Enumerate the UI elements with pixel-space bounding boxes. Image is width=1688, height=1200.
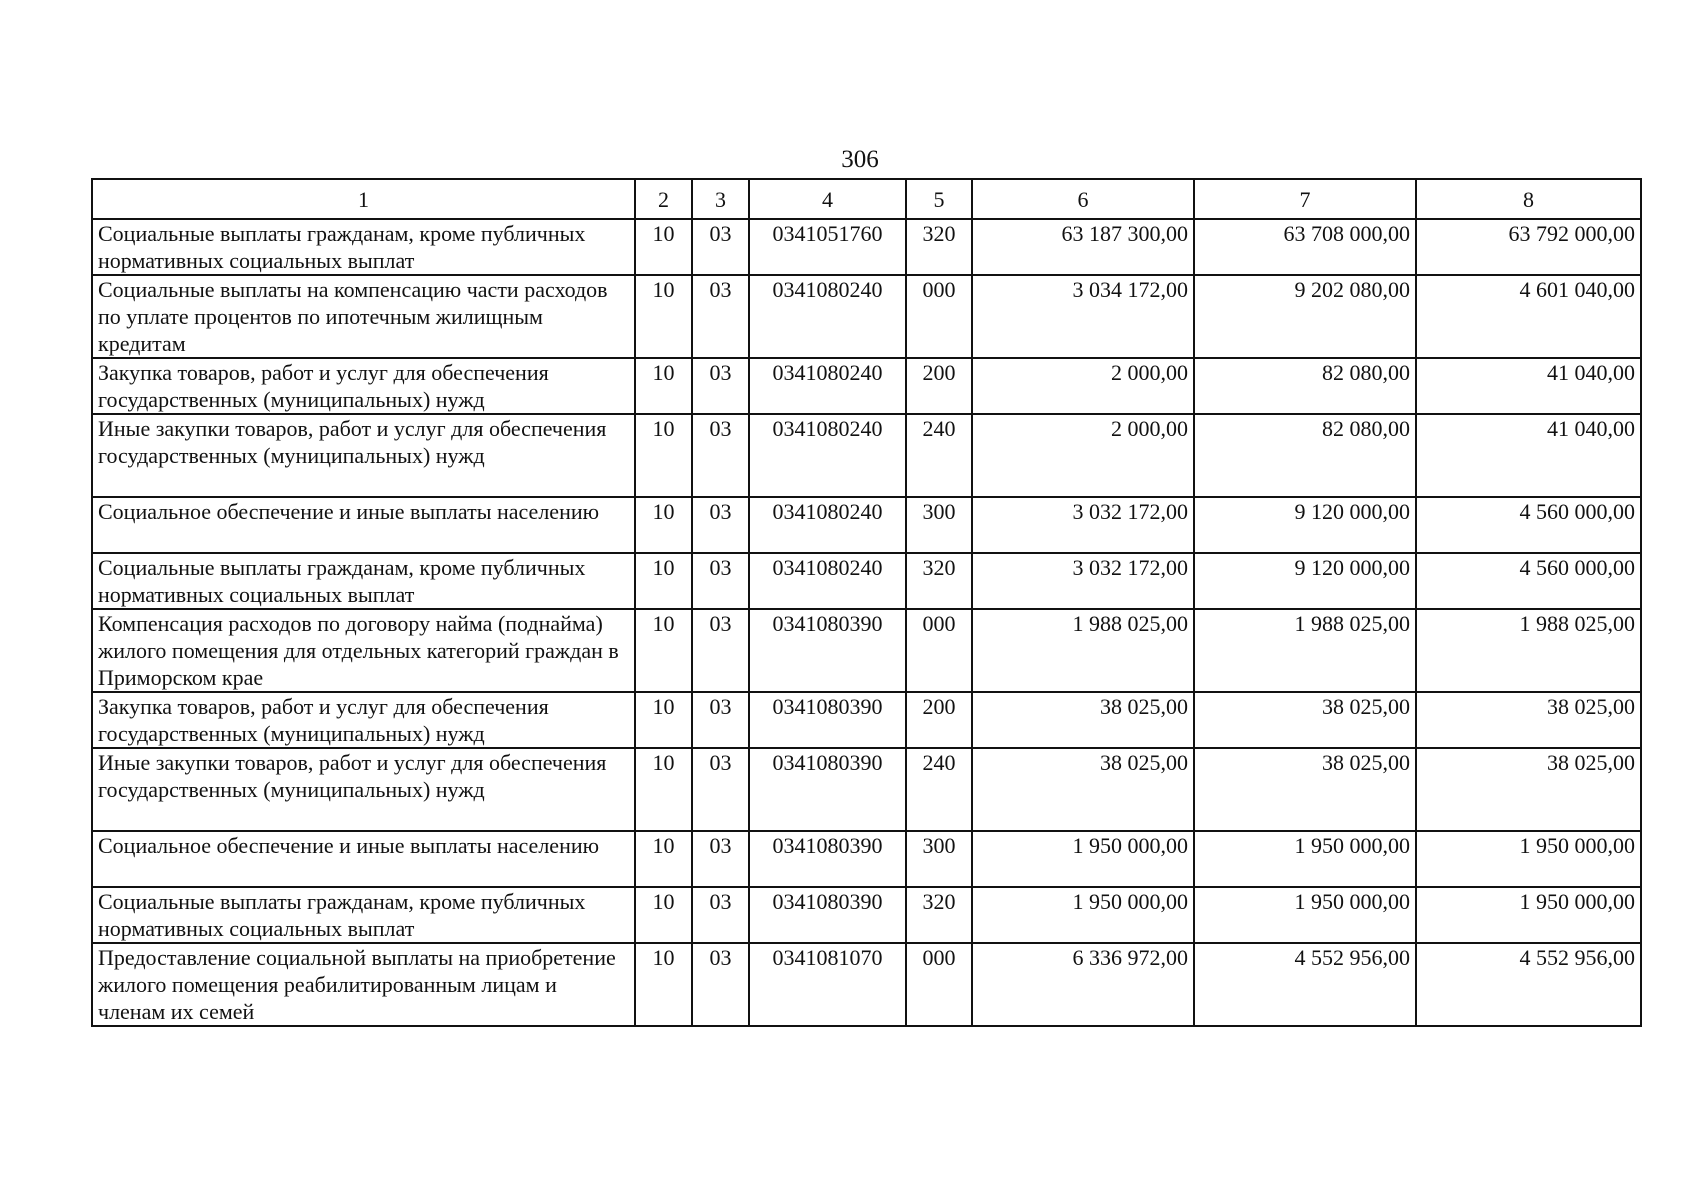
subsection-code: 03 <box>692 692 749 748</box>
amount-col-6: 1 950 000,00 <box>972 887 1194 943</box>
amount-col-8: 38 025,00 <box>1416 748 1641 831</box>
target-article-code: 0341080390 <box>749 831 906 887</box>
subsection-code: 03 <box>692 831 749 887</box>
table-row <box>92 831 1641 887</box>
row-name: Предоставление социальной выплаты на приобретение жилого помещения реабилитированным лицам и членам их семей <box>92 943 635 1026</box>
amount-col-7: 9 202 080,00 <box>1194 275 1416 358</box>
target-article-code: 0341080240 <box>749 497 906 553</box>
header-row <box>92 179 1641 219</box>
table-row <box>92 358 1641 414</box>
expense-type-code: 000 <box>906 609 972 692</box>
amount-col-7: 9 120 000,00 <box>1194 497 1416 553</box>
expense-type-code: 320 <box>906 219 972 275</box>
row-name: Социальное обеспечение и иные выплаты населению <box>92 497 635 553</box>
section-code: 10 <box>635 497 692 553</box>
row-name: Социальные выплаты гражданам, кроме публичных нормативных социальных выплат <box>92 553 635 609</box>
amount-col-6: 3 032 172,00 <box>972 497 1194 553</box>
amount-col-7: 1 950 000,00 <box>1194 831 1416 887</box>
expense-type-code: 000 <box>906 943 972 1026</box>
page-number: 306 <box>841 146 879 173</box>
table-row <box>92 414 1641 497</box>
target-article-code: 0341051760 <box>749 219 906 275</box>
amount-col-8: 4 552 956,00 <box>1416 943 1641 1026</box>
header-col-8: 8 <box>1416 179 1641 219</box>
amount-col-8: 4 601 040,00 <box>1416 275 1641 358</box>
amount-col-7: 4 552 956,00 <box>1194 943 1416 1026</box>
section-code: 10 <box>635 219 692 275</box>
amount-col-8: 63 792 000,00 <box>1416 219 1641 275</box>
row-name: Закупка товаров, работ и услуг для обеспечения государственных (муниципальных) нужд <box>92 692 635 748</box>
amount-col-7: 38 025,00 <box>1194 748 1416 831</box>
row-name: Социальные выплаты на компенсацию части расходов по уплате процентов по ипотечным жилищным кредитам <box>92 275 635 358</box>
table-row <box>92 609 1641 692</box>
section-code: 10 <box>635 887 692 943</box>
amount-col-7: 1 988 025,00 <box>1194 609 1416 692</box>
subsection-code: 03 <box>692 497 749 553</box>
expense-type-code: 320 <box>906 887 972 943</box>
amount-col-8: 38 025,00 <box>1416 692 1641 748</box>
header-col-7: 7 <box>1194 179 1416 219</box>
target-article-code: 0341081070 <box>749 943 906 1026</box>
row-name: Социальные выплаты гражданам, кроме публичных нормативных социальных выплат <box>92 887 635 943</box>
section-code: 10 <box>635 692 692 748</box>
budget-table <box>91 178 1642 1027</box>
table-row <box>92 553 1641 609</box>
amount-col-8: 4 560 000,00 <box>1416 497 1641 553</box>
amount-col-6: 1 988 025,00 <box>972 609 1194 692</box>
target-article-code: 0341080390 <box>749 609 906 692</box>
table-row <box>92 748 1641 831</box>
amount-col-6: 2 000,00 <box>972 414 1194 497</box>
expense-type-code: 240 <box>906 414 972 497</box>
amount-col-6: 1 950 000,00 <box>972 831 1194 887</box>
expense-type-code: 000 <box>906 275 972 358</box>
section-code: 10 <box>635 609 692 692</box>
row-name: Иные закупки товаров, работ и услуг для обеспечения государственных (муниципальных) нужд <box>92 414 635 497</box>
expense-type-code: 200 <box>906 358 972 414</box>
row-name: Иные закупки товаров, работ и услуг для обеспечения государственных (муниципальных) нужд <box>92 748 635 831</box>
amount-col-7: 9 120 000,00 <box>1194 553 1416 609</box>
subsection-code: 03 <box>692 414 749 497</box>
section-code: 10 <box>635 748 692 831</box>
amount-col-8: 4 560 000,00 <box>1416 553 1641 609</box>
amount-col-7: 1 950 000,00 <box>1194 887 1416 943</box>
amount-col-8: 1 988 025,00 <box>1416 609 1641 692</box>
table-row <box>92 887 1641 943</box>
header-col-4: 4 <box>749 179 906 219</box>
header-col-1: 1 <box>92 179 635 219</box>
section-code: 10 <box>635 358 692 414</box>
amount-col-8: 41 040,00 <box>1416 358 1641 414</box>
subsection-code: 03 <box>692 219 749 275</box>
target-article-code: 0341080240 <box>749 275 906 358</box>
section-code: 10 <box>635 414 692 497</box>
amount-col-6: 6 336 972,00 <box>972 943 1194 1026</box>
amount-col-6: 2 000,00 <box>972 358 1194 414</box>
amount-col-7: 82 080,00 <box>1194 358 1416 414</box>
subsection-code: 03 <box>692 553 749 609</box>
subsection-code: 03 <box>692 275 749 358</box>
target-article-code: 0341080390 <box>749 748 906 831</box>
amount-col-8: 1 950 000,00 <box>1416 887 1641 943</box>
table-row <box>92 497 1641 553</box>
amount-col-6: 63 187 300,00 <box>972 219 1194 275</box>
row-name: Социальное обеспечение и иные выплаты населению <box>92 831 635 887</box>
expense-type-code: 240 <box>906 748 972 831</box>
expense-type-code: 200 <box>906 692 972 748</box>
section-code: 10 <box>635 831 692 887</box>
amount-col-6: 3 032 172,00 <box>972 553 1194 609</box>
subsection-code: 03 <box>692 943 749 1026</box>
amount-col-8: 1 950 000,00 <box>1416 831 1641 887</box>
section-code: 10 <box>635 275 692 358</box>
amount-col-7: 82 080,00 <box>1194 414 1416 497</box>
amount-col-6: 38 025,00 <box>972 692 1194 748</box>
subsection-code: 03 <box>692 358 749 414</box>
expense-type-code: 300 <box>906 497 972 553</box>
amount-col-8: 41 040,00 <box>1416 414 1641 497</box>
amount-col-6: 3 034 172,00 <box>972 275 1194 358</box>
target-article-code: 0341080390 <box>749 887 906 943</box>
section-code: 10 <box>635 553 692 609</box>
amount-col-7: 38 025,00 <box>1194 692 1416 748</box>
table-row <box>92 692 1641 748</box>
section-code: 10 <box>635 943 692 1026</box>
header-col-3: 3 <box>692 179 749 219</box>
header-col-5: 5 <box>906 179 972 219</box>
subsection-code: 03 <box>692 748 749 831</box>
target-article-code: 0341080390 <box>749 692 906 748</box>
target-article-code: 0341080240 <box>749 553 906 609</box>
row-name: Закупка товаров, работ и услуг для обеспечения государственных (муниципальных) нужд <box>92 358 635 414</box>
target-article-code: 0341080240 <box>749 414 906 497</box>
subsection-code: 03 <box>692 887 749 943</box>
table-row <box>92 275 1641 358</box>
expense-type-code: 320 <box>906 553 972 609</box>
subsection-code: 03 <box>692 609 749 692</box>
target-article-code: 0341080240 <box>749 358 906 414</box>
table-row <box>92 943 1641 1026</box>
row-name: Социальные выплаты гражданам, кроме публичных нормативных социальных выплат <box>92 219 635 275</box>
header-col-2: 2 <box>635 179 692 219</box>
row-name: Компенсация расходов по договору найма (поднайма) жилого помещения для отдельных категорий граждан в Приморском крае <box>92 609 635 692</box>
table-row <box>92 219 1641 275</box>
expense-type-code: 300 <box>906 831 972 887</box>
amount-col-6: 38 025,00 <box>972 748 1194 831</box>
amount-col-7: 63 708 000,00 <box>1194 219 1416 275</box>
header-col-6: 6 <box>972 179 1194 219</box>
